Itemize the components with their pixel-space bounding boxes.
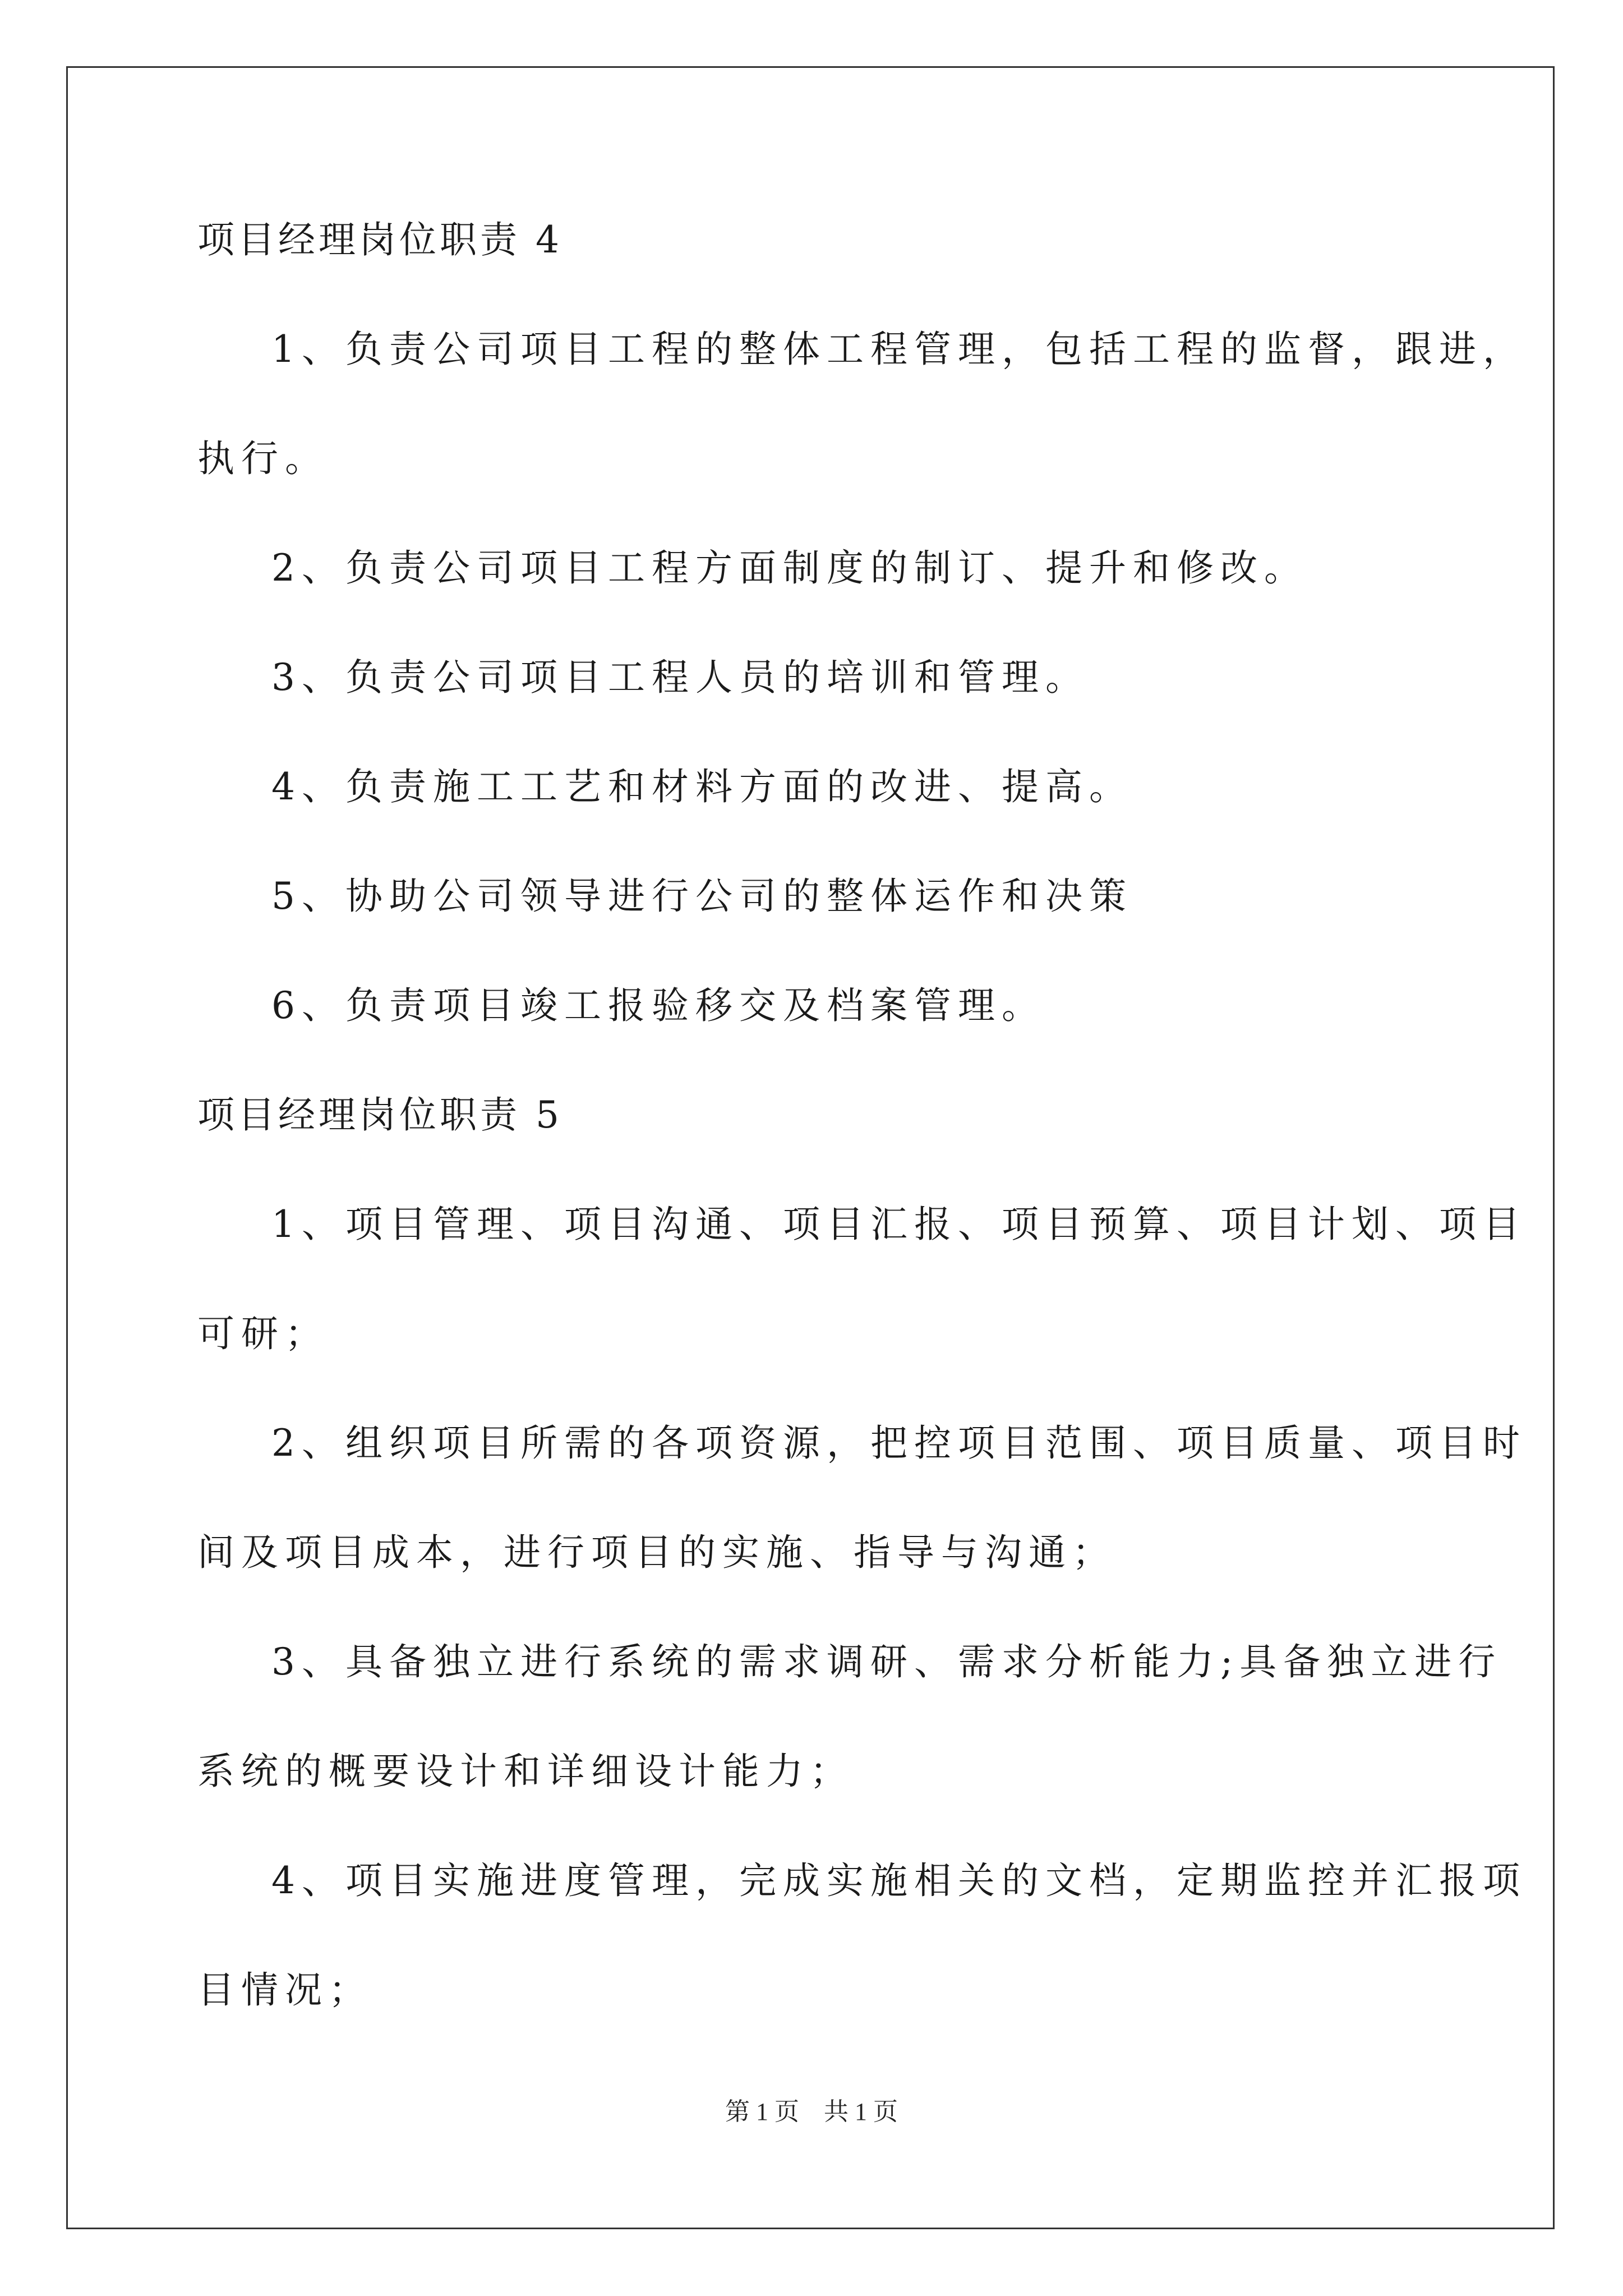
paragraph-line: 1、负责公司项目工程的整体工程管理，包括工程的监督，跟进， bbox=[271, 328, 1527, 371]
paragraph-line: 6、负责项目竣工报验移交及档案管理。 bbox=[271, 984, 1045, 1027]
page-border bbox=[66, 66, 1555, 2229]
paragraph-line: 1、项目管理、项目沟通、项目汇报、项目预算、项目计划、项目 bbox=[271, 1203, 1527, 1246]
paragraph-line: 4、负责施工工艺和材料方面的改进、提高。 bbox=[271, 765, 1133, 808]
paragraph-line: 3、具备独立进行系统的需求调研、需求分析能力;具备独立进行 bbox=[271, 1640, 1502, 1683]
paragraph-line: 5、协助公司领导进行公司的整体运作和决策 bbox=[271, 875, 1133, 918]
page-footer: 第 1 页 共 1 页 bbox=[725, 2098, 898, 2125]
section-heading: 项目经理岗位职责 5 bbox=[197, 1093, 562, 1137]
paragraph-line: 目情况； bbox=[197, 1968, 372, 2012]
paragraph-line: 2、组织项目所需的各项资源，把控项目范围、项目质量、项目时 bbox=[271, 1421, 1527, 1465]
paragraph-line: 可研； bbox=[197, 1312, 329, 1355]
paragraph-line: 4、项目实施进度管理，完成实施相关的文档，定期监控并汇报项 bbox=[271, 1859, 1527, 1902]
paragraph-line: 2、负责公司项目工程方面制度的制订、提升和修改。 bbox=[271, 546, 1308, 590]
paragraph-line: 执行。 bbox=[197, 437, 329, 480]
paragraph-line: 3、负责公司项目工程人员的培训和管理。 bbox=[271, 656, 1089, 699]
section-heading: 项目经理岗位职责 4 bbox=[197, 218, 562, 261]
paragraph-line: 系统的概要设计和详细设计能力； bbox=[197, 1750, 854, 1793]
paragraph-line: 间及项目成本，进行项目的实施、指导与沟通； bbox=[197, 1531, 1116, 1574]
